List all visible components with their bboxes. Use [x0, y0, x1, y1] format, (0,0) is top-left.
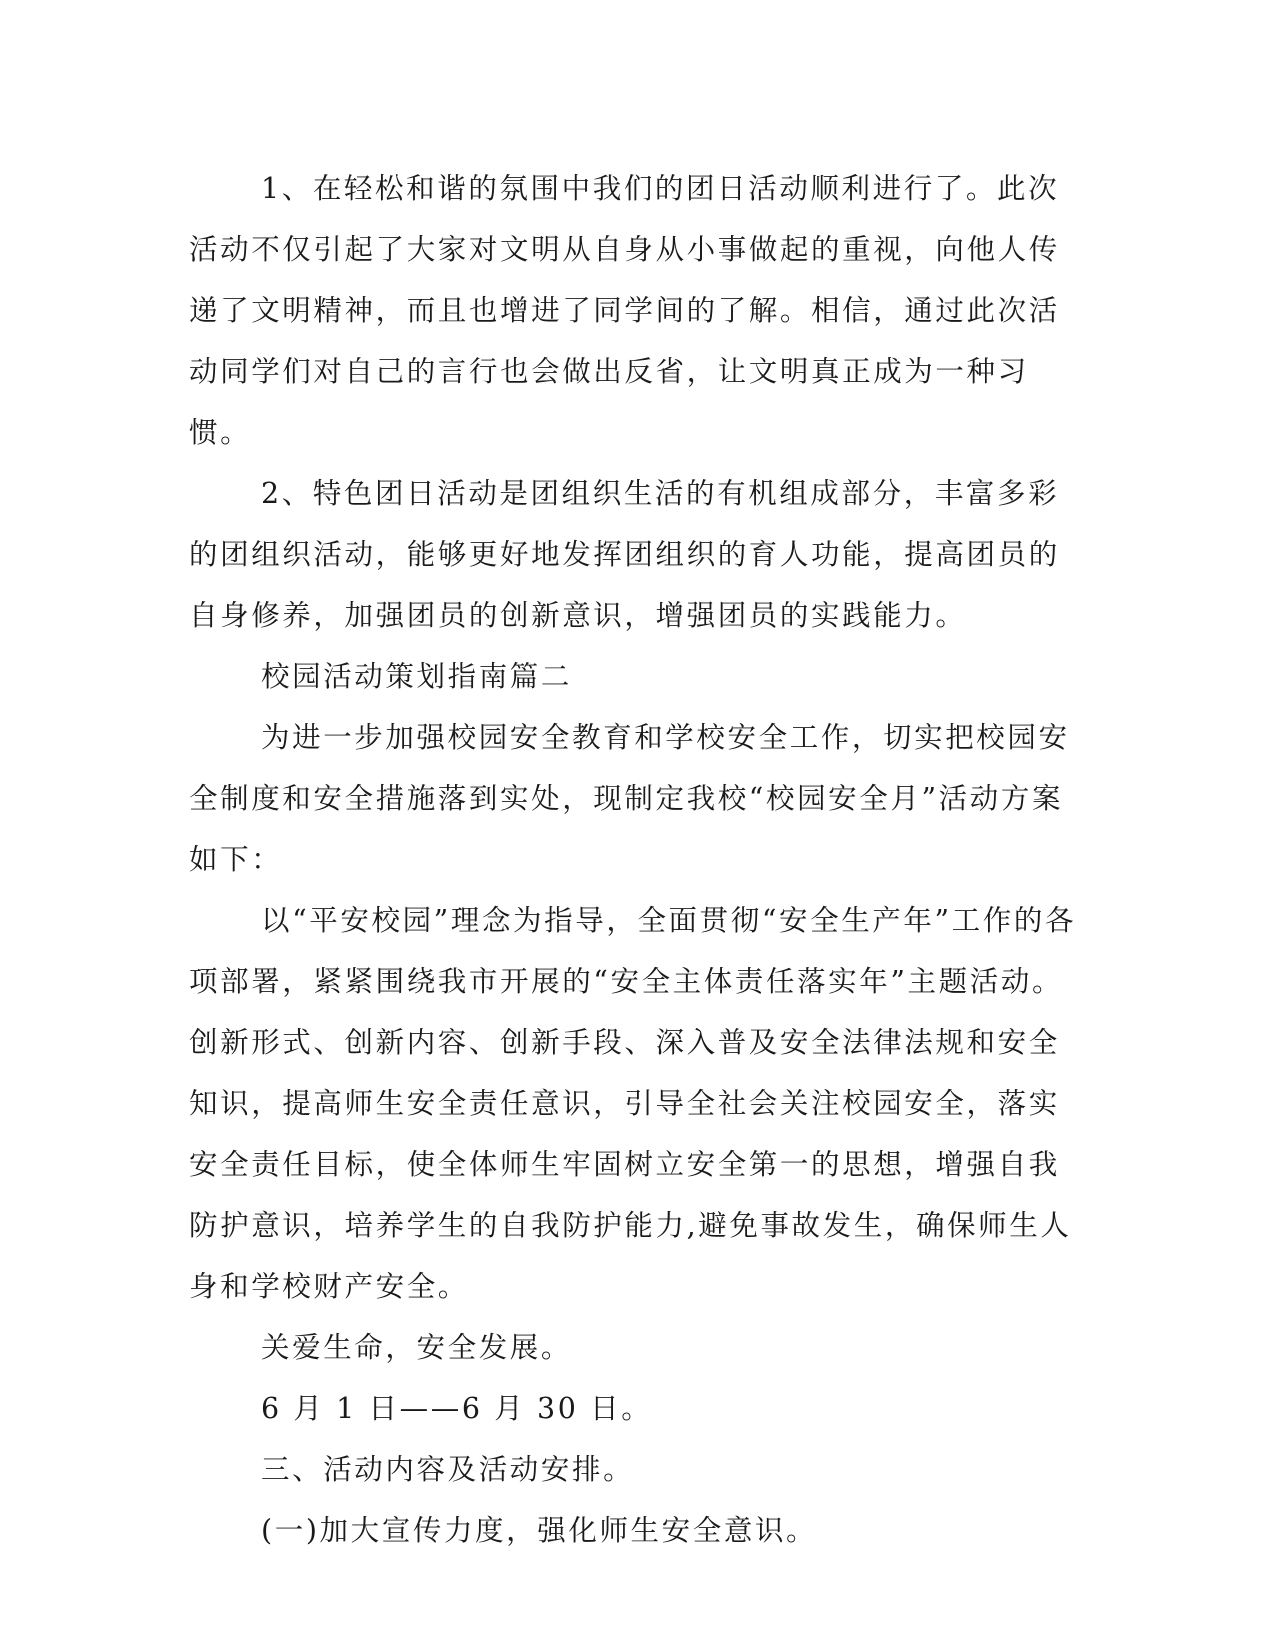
subheading-activities: 三、活动内容及活动安排。 — [261, 1453, 635, 1486]
date-range-line: 6 月 1 日——6 月 30 日。 — [261, 1392, 653, 1425]
section-heading: 校园活动策划指南篇二 — [261, 660, 573, 693]
document-body — [189, 158, 1079, 1561]
paragraph-1: 1、在轻松和谐的氛围中我们的团日活动顺利进行了。此次活动不仅引起了大家对文明从自身从小事做起的重视，向他人传递了文明精神，而且也增进了同学间的了解。相信，通过此次活动同学们对自己的言行也会做出反省，让文明真正成为一种习惯。 — [189, 172, 1060, 449]
theme-line: 关爱生命，安全发展。 — [261, 1331, 573, 1364]
paragraph-4: 以“平安校园”理念为指导，全面贯彻“安全生产年”工作的各项部署，紧紧围绕我市开展的“安全主体责任落实年”主题活动。创新形式、创新内容、创新手段、深入普及安全法律法规和安全知识，提高师生安全责任意识，引导全社会关注校园安全，落实安全责任目标，使全体师生牢固树立安全第一的思想，增强自我防护意识，培养学生的自我防护能力,避免事故发生，确保师生人身和学校财产安全。 — [189, 904, 1077, 1303]
paragraph-3: 为进一步加强校园安全教育和学校安全工作，切实把校园安全制度和安全措施落到实处，现制定我校“校园安全月”活动方案如下： — [189, 721, 1070, 876]
subheading-publicity: (一)加大宣传力度，强化师生安全意识。 — [261, 1514, 818, 1547]
paragraph-2: 2、特色团日活动是团组织生活的有机组成部分，丰富多彩的团组织活动，能够更好地发挥团组织的育人功能，提高团员的自身修养，加强团员的创新意识，增强团员的实践能力。 — [189, 477, 1060, 632]
